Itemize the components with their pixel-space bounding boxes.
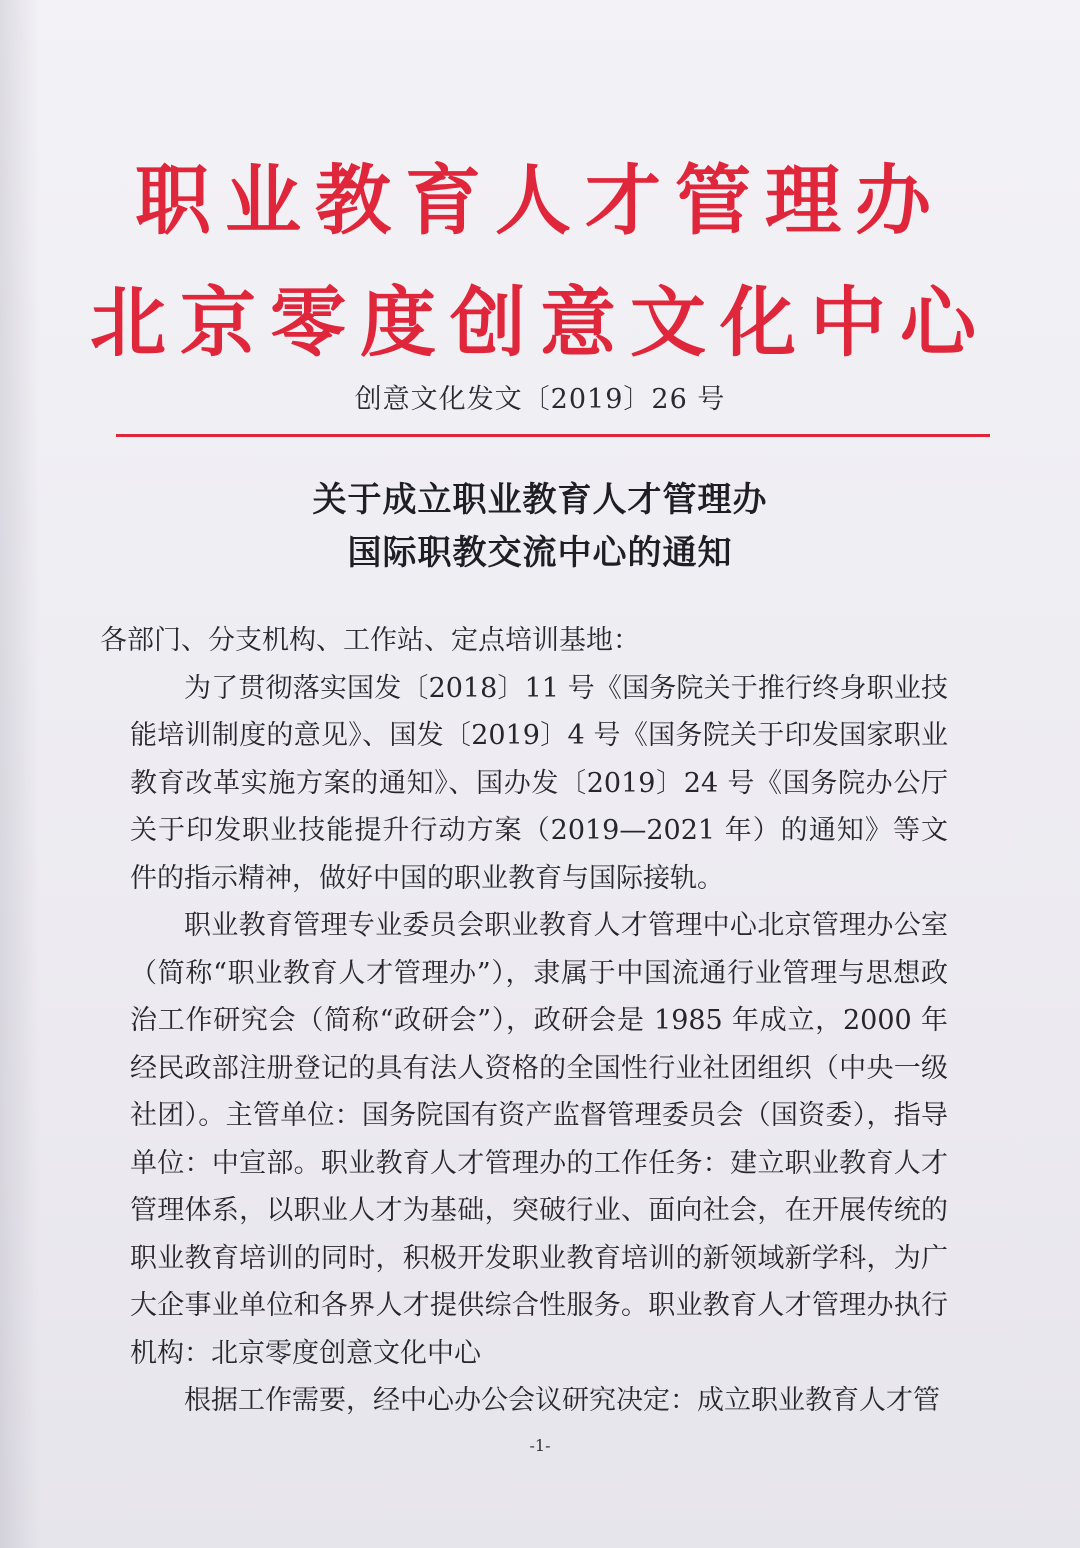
notice-title-line-1: 关于成立职业教育人才管理办 xyxy=(312,480,768,520)
issuing-org-line-2: 北京零度创意文化中心 xyxy=(90,278,990,367)
red-divider-line xyxy=(116,434,990,437)
document-body xyxy=(100,617,948,1425)
paragraph-1: 为了贯彻落实国发〔2018〕11 号《国务院关于推行终身职业技能培训制度的意见》、国发〔2019〕4 号《国务院关于印发国家职业教育改革实施方案的通知》、国办发〔2019〕24 号《国务院办公厅关于印发职业技能提升行动方案（2019—2021 年）的通知》等文件的指示精神，做好中国的职业教育与国际接轨。 xyxy=(130,672,948,894)
issuing-org-line-1: 职业教育人才管理办 xyxy=(135,156,945,245)
paragraph-3: 根据工作需要，经中心办公会议研究决定：成立职业教育人才管 xyxy=(184,1385,940,1416)
document-number: 创意文化发文〔2019〕26 号 xyxy=(354,384,726,415)
paragraph-2: 职业教育管理专业委员会职业教育人才管理中心北京管理办公室（简称“职业教育人才管理办”），隶属于中国流通行业管理与思想政治工作研究会（简称“政研会”），政研会是 1985 年成立，2000 年经民政部注册登记的具有法人资格的全国性行业社团组织（中央一级社团）。主管单位：国务院国有资产监督管理委员会（国资委），指导单位：中宣部。职业教育人才管理办的工作任务：建立职业教育人才管理体系，以职业人才为基础，突破行业、面向社会，在开展传统的职业教育培训的同时，积极开发职业教育培训的新领域新学科，为广大企事业单位和各界人才提供综合性服务。职业教育人才管理办执行机构：北京零度创意文化中心 xyxy=(130,910,948,1369)
notice-title-line-2: 国际职教交流中心的通知 xyxy=(347,533,733,573)
page-number: -1- xyxy=(529,1436,551,1455)
addressee: 各部门、分支机构、工作站、定点培训基地： xyxy=(100,625,640,656)
